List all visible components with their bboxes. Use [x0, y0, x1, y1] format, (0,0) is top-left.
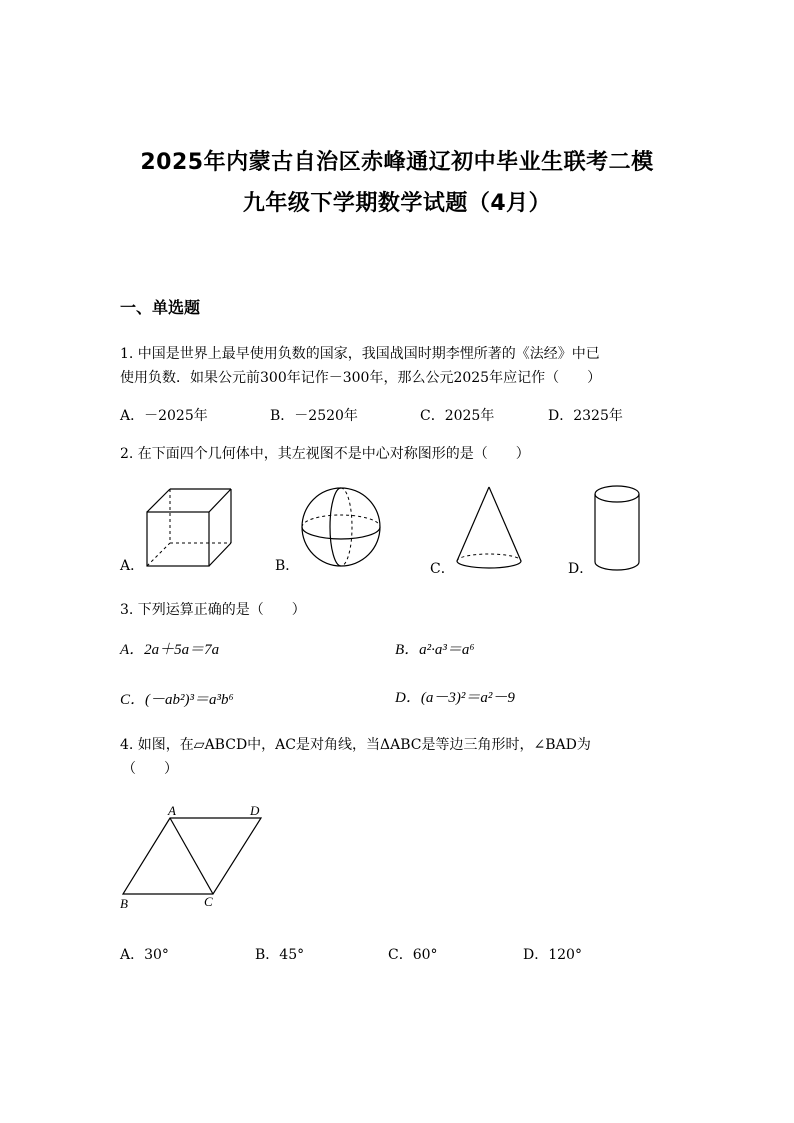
question-2-option-d: D．	[568, 561, 594, 577]
question-4-option-a: A．30°	[120, 947, 169, 963]
question-3-option-d: D．(a－3)²＝a²－9	[395, 690, 515, 706]
page-title-line1: 2025年内蒙古自治区赤峰通辽初中毕业生联考二模	[140, 150, 654, 175]
vertex-label-c: C	[204, 894, 213, 909]
vertex-label-b: B	[120, 896, 128, 911]
question-2-option-a: A．	[120, 558, 145, 574]
question-3-text: 3. 下列运算正确的是（ ）	[120, 602, 306, 618]
question-4-option-c: C．60°	[388, 947, 438, 963]
question-3-option-a: A．2a＋5a＝7a	[120, 642, 220, 658]
question-1-option-d: D．2325年	[548, 408, 623, 424]
cylinder-figure	[593, 484, 643, 574]
question-1-option-b: B．－2520年	[270, 408, 358, 424]
question-1-option-a: A．－2025年	[120, 408, 208, 424]
question-2-option-b: B．	[275, 558, 300, 574]
sphere-figure	[300, 486, 384, 570]
vertex-label-d: D	[250, 803, 260, 818]
question-3-option-b: B．a²·a³＝a⁶	[395, 642, 475, 658]
question-2-option-c: C．	[430, 561, 455, 577]
question-1-line2: 使用负数．如果公元前300年记作－300年，那么公元2025年应记作（ ）	[120, 370, 602, 386]
cone-figure	[454, 486, 524, 572]
page-title-line2: 九年级下学期数学试题（4月）	[242, 191, 552, 216]
question-1-option-c: C．2025年	[420, 408, 495, 424]
cube-figure	[140, 486, 240, 576]
question-2-text: 2. 在下面四个几何体中，其左视图不是中心对称图形的是（ ）	[120, 446, 530, 462]
question-4-line1: 4. 如图，在▱ABCD中，AC是对角线，当ΔABC是等边三角形时，∠BAD为	[120, 737, 591, 753]
question-4-line2: （ ）	[122, 761, 178, 777]
question-1-line1: 1. 中国是世界上最早使用负数的国家，我国战国时期李悝所著的《法经》中已	[120, 346, 600, 362]
section-heading: 一、单选题	[120, 298, 201, 317]
question-4-option-d: D．120°	[523, 947, 582, 963]
vertex-label-a: A	[168, 803, 176, 818]
question-4-option-b: B．45°	[255, 947, 305, 963]
question-3-option-c: C．(－ab²)³＝a³b⁶	[120, 692, 234, 708]
